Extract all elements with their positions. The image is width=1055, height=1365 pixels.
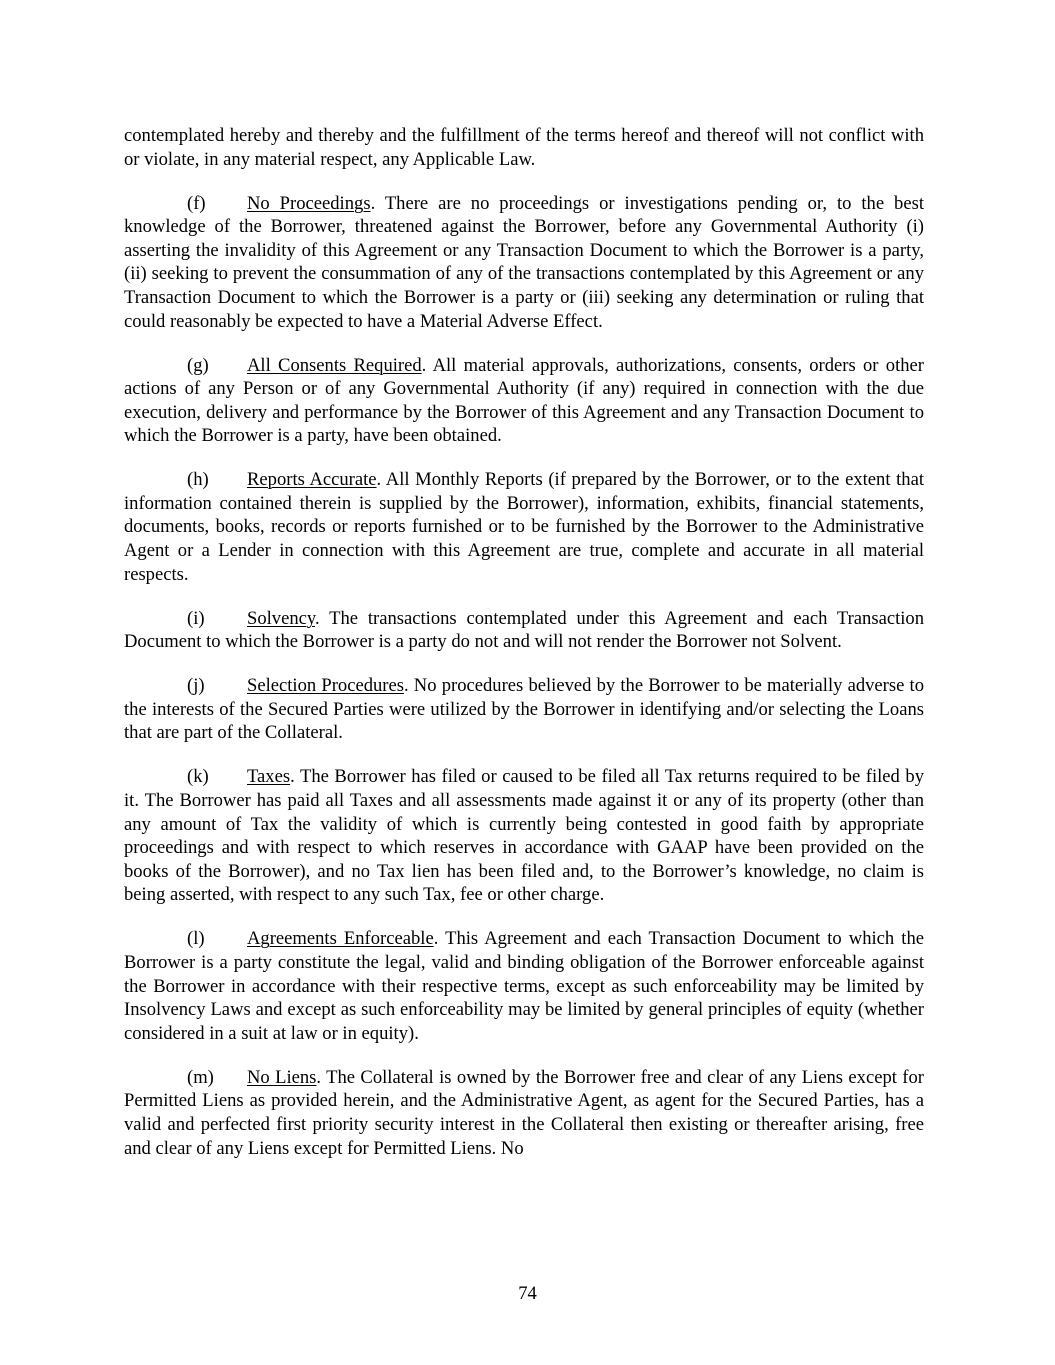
paragraph-heading: Solvency (247, 607, 315, 629)
paragraph-text: . All Monthly Reports (if prepared by the Borrower, or to the extent that information contained therein is supplied by the Borrower), information, exhibits, financial statements, documents, books, records or reports furnished or to be furnished by the Borrower to the Administrative Agent or a Lender in connection with this Agreement are true, complete and accurate in all material respects. (124, 469, 925, 585)
document-body (124, 124, 924, 1180)
paragraph-heading: No Liens (247, 1066, 317, 1088)
paragraph-heading: Reports Accurate (247, 469, 377, 491)
paragraph-l (124, 927, 924, 1045)
paragraph-i (124, 607, 924, 654)
paragraph-f (124, 192, 924, 334)
paragraph-j (124, 674, 924, 745)
paragraph-heading: Taxes (247, 766, 291, 788)
paragraph-number: (l) (187, 928, 205, 950)
continuation-paragraph: contemplated hereby and thereby and the fulfillment of the terms hereof and thereof will not conflict with or violate, in any material respect, any Applicable Law. (124, 125, 924, 170)
page-number: 74 (518, 1283, 537, 1304)
paragraph-heading: Agreements Enforceable (247, 928, 434, 950)
paragraph-heading: Selection Procedures (247, 675, 404, 697)
paragraph-text: . The Collateral is owned by the Borrower free and clear of any Liens except for Permitted Liens as provided herein, and the Administrative Agent, as agent for the Secured Parties, has a valid and perfected first priority security interest in the Collateral then existing or thereafter arising, free and clear of any Liens except for Permitted Liens. No (124, 1066, 924, 1159)
paragraph-number: (f) (187, 192, 206, 214)
paragraph-number: (g) (187, 354, 209, 376)
paragraph-text: . The Borrower has filed or caused to be filed all Tax returns required to be filed by it. The Borrower has paid all Taxes and all assessments made against it or any of its property (other than any amount of Tax the validity of which is currently being contested in good faith by appropriate proceedings and with respect to which reserves in accordance with GAAP have been provided on the books of the Borrower), and no Tax lien has been filed and, to the Borrower’s knowledge, no claim is being asserted, with respect to any such Tax, fee or other charge. (124, 766, 924, 906)
paragraph-number: (h) (187, 469, 209, 491)
paragraph-text: . No procedures believed by the Borrower to be materially adverse to the interests of the Secured Parties were utilized by the Borrower in identifying and/or selecting the Loans that are part of the Collateral. (124, 675, 924, 744)
paragraph-text: . All material approvals, authorizations, consents, orders or other actions of any Person or of any Governmental Authority (if any) required in connection with the due execution, delivery and performance by the Borrower of this Agreement and any Transaction Document to which the Borrower is a party, have been obtained. (124, 354, 924, 447)
paragraph-g (124, 354, 924, 448)
paragraph-number: (j) (187, 675, 205, 697)
paragraph-number: (m) (187, 1066, 214, 1088)
paragraph-text: . This Agreement and each Transaction Document to which the Borrower is a party constitute the legal, valid and binding obligation of the Borrower enforceable against the Borrower in accordance with their respective terms, except as such enforceability may be limited by Insolvency Laws and except as such enforceability may be limited by general principles of equity (whether considered in a suit at law or in equity). (124, 928, 925, 1044)
paragraph-k (124, 765, 924, 907)
paragraph-heading: All Consents Required (247, 354, 422, 376)
paragraph-text: . There are no proceedings or investigations pending or, to the best knowledge of the Borrower, threatened against the Borrower, before any Governmental Authority (i) asserting the invalidity of this Agreement or any Transaction Document to which the Borrower is a party, (ii) seeking to prevent the consummation of any of the transactions contemplated by this Agreement or any Transaction Document to which the Borrower is a party or (iii) seeking any determination or ruling that could reasonably be expected to have a Material Adverse Effect. (124, 192, 924, 332)
paragraph-number: (k) (187, 766, 209, 788)
paragraph-h (124, 468, 924, 586)
paragraph-number: (i) (187, 607, 205, 629)
paragraph-text: . The transactions contemplated under this Agreement and each Transaction Document to which the Borrower is a party do not and will not render the Borrower not Solvent. (124, 607, 924, 653)
paragraph-heading: No Proceedings (247, 192, 371, 214)
paragraph-m (124, 1066, 924, 1160)
